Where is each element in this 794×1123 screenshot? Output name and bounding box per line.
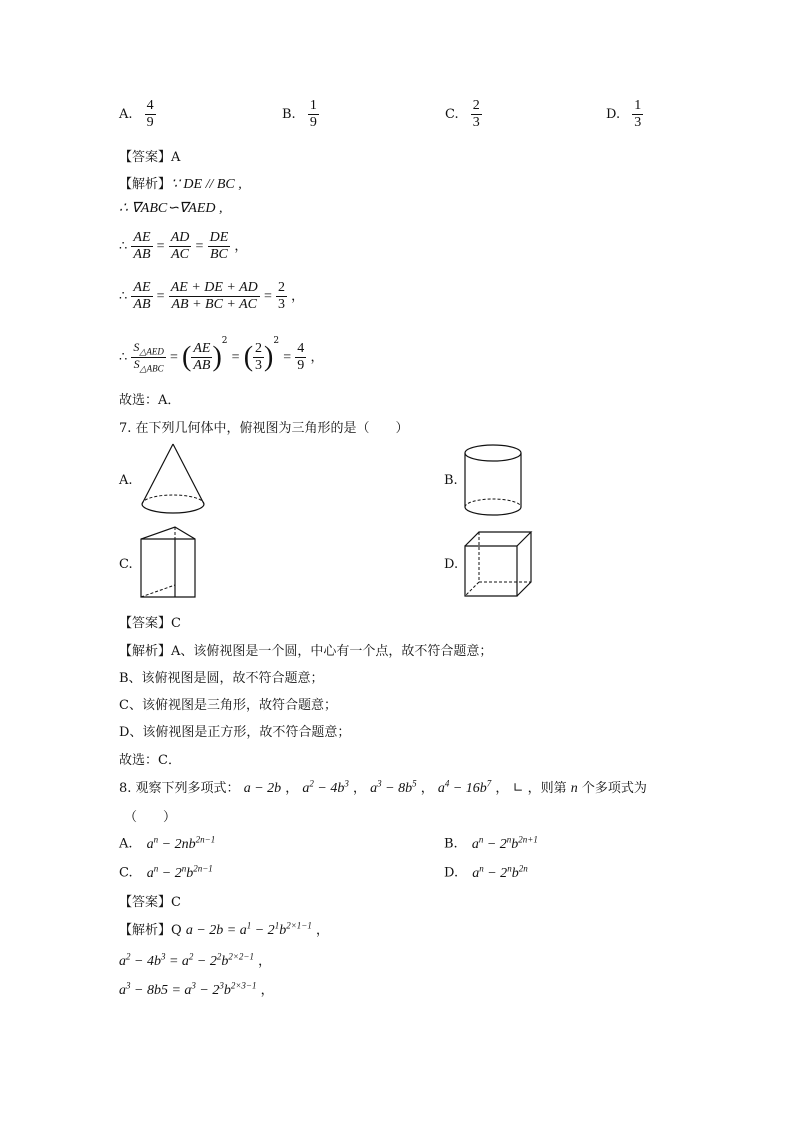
q7-conclusion: 故选：C． — [119, 753, 181, 768]
q7-label-a: A. — [119, 473, 133, 488]
option-d — [606, 98, 643, 131]
q6-analysis-step1: 【解析】∵ DE // BC , — [119, 177, 242, 192]
option-a — [119, 98, 156, 131]
q7-question: 7. 在下列几何体中，俯视图为三角形的是（ ） — [119, 421, 409, 436]
q6-analysis-step2: ∴ ∇ABC∽∇AED , — [119, 201, 223, 216]
q8-answer: 【答案】C — [119, 895, 181, 910]
option-letter: A. — [119, 107, 133, 123]
option-letter: D. — [606, 107, 621, 123]
q7-answer: 【答案】C — [119, 616, 181, 631]
q6-analysis-step5: ∴ $\frac{S_{\triangle AED}}{S_{\triangle ABC}}$ = ( $\frac{AE}{AB}$ )$^2$ = ( $\frac{2}{3}$ )$^2$ = $\frac{4}{9}$ ， — [119, 336, 324, 374]
q8-option-a: A. $a^n - 2nb^{2n-1}$ — [119, 834, 216, 852]
option-b-fraction: $\frac{1}{9}$ — [309, 98, 317, 131]
option-c-fraction: $\frac{2}{3}$ — [472, 98, 480, 131]
q7-analysis-line-1: 【解析】A、该俯视图是一个圆，中心有一个点，故不符合题意； — [119, 644, 493, 659]
cube-figure — [463, 530, 535, 600]
prism-figure — [139, 525, 199, 601]
q7-label-b: B. — [444, 473, 458, 488]
option-letter: C. — [445, 107, 459, 123]
q6-analysis-step3: ∴ $\frac{AE}{AB}$ = $\frac{AD}{AC}$ = $\frac{DE}{BC}$ ， — [119, 230, 248, 263]
cone-figure — [138, 442, 208, 520]
cylinder-figure — [463, 443, 525, 523]
q6-conclusion: 故选：A． — [119, 393, 181, 408]
option-c — [445, 98, 482, 131]
q7-analysis-line-4: D、该俯视图是正方形，故不符合题意； — [119, 725, 351, 740]
option-b — [282, 98, 319, 131]
q8-option-b: B. $a^n - 2^nb^{2n+1}$ — [444, 834, 538, 852]
q7-label-c: C. — [119, 557, 133, 572]
q8-question: 8. 观察下列多项式： a − 2b ， $a^2 - 4b^3$ ， $a^3 - 8b^5$ ， $a^4 - 16b^7$ ， ∟ ，则第 n 个多项式为 — [119, 778, 647, 796]
q8-option-d: D. $a^n - 2^nb^{2n}$ — [444, 863, 528, 881]
option-d-fraction: $\frac{1}{3}$ — [634, 98, 642, 131]
q6-analysis-step4: ∴ $\frac{AE}{AB}$ = $\frac{AE + DE + AD}{AB + BC + AC}$ = $\frac{2}{3}$ ， — [119, 280, 305, 313]
option-a-fraction: $\frac{4}{9}$ — [146, 98, 154, 131]
q8-analysis-line-1: 【解析】Q $a - 2b = a^1 - 2^1b^{2\times 1-1}$ ， — [119, 920, 329, 938]
q8-analysis-line-3: $a^3 - 8b5 = a^3 - 2^3b^{2\times 3-1}$ ， — [119, 980, 274, 998]
q8-paren: （ ） — [124, 810, 177, 825]
option-letter: B. — [282, 107, 296, 123]
q7-analysis-line-2: B、该俯视图是圆，故不符合题意； — [119, 671, 324, 686]
q7-analysis-line-3: C、该俯视图是三角形，故符合题意； — [119, 698, 337, 713]
q8-option-c: C. $a^n - 2^nb^{2n-1}$ — [119, 863, 213, 881]
q7-label-d: D. — [444, 557, 459, 572]
q8-analysis-line-2: $a^2 - 4b^3 = a^2 - 2^2b^{2\times 2-1}$ ， — [119, 951, 272, 969]
q6-answer: 【答案】A — [119, 150, 181, 165]
